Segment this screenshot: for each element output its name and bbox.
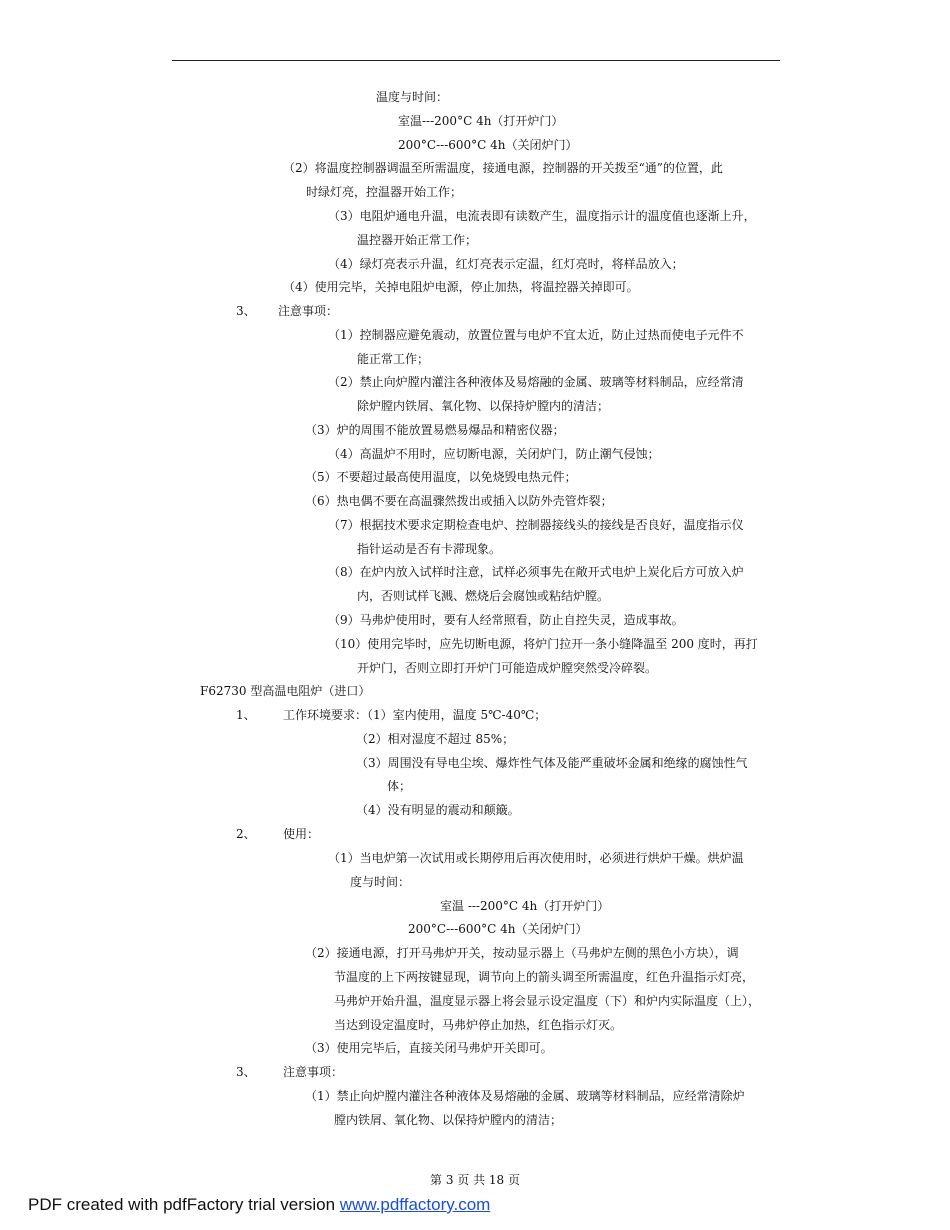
text-line: 200°C---600°C 4h（关闭炉门）: [408, 922, 588, 936]
pdf-banner: [28, 1194, 490, 1216]
text-line: （4）没有明显的震动和颠簸。: [356, 803, 520, 817]
text-line: 注意事项：: [278, 304, 339, 318]
section-number: 1、: [236, 708, 256, 722]
text-line: 工作环境要求：（1）室内使用，温度 5℃-40℃；: [283, 708, 547, 722]
text-line: （7）根据技术要求定期检查电炉、控制器接线头的接线是否良好，温度指示仪: [328, 518, 744, 532]
text-line: 温度与时间：: [376, 90, 449, 104]
text-line: （9）马弗炉使用时，要有人经常照看，防止自控失灵，造成事故。: [328, 613, 684, 627]
text-line: 体；: [387, 779, 412, 793]
text-line: 注意事项：: [283, 1065, 344, 1079]
text-line: 温控器开始正常工作；: [357, 233, 478, 247]
header-rule: [172, 60, 780, 61]
text-line: （10）使用完毕时，应先切断电源，将炉门拉开一条小缝降温至 200 度时，再打: [328, 637, 758, 651]
text-line: （6）热电偶不要在高温骤然拨出或插入以防外壳管炸裂；: [305, 494, 613, 508]
text-line: （2）将温度控制器调温至所需温度，接通电源，控制器的开关拨至“通”的位置，此: [283, 161, 723, 175]
text-line: 指针运动是否有卡滞现象。: [357, 542, 502, 556]
text-line: 马弗炉开始升温，温度显示器上将会显示设定温度（下）和炉内实际温度（上），: [334, 994, 761, 1008]
text-line: （3）炉的周围不能放置易燃易爆品和精密仪器；: [305, 423, 565, 437]
text-line: （1）控制器应避免震动，放置位置与电炉不宜太近，防止过热而使电子元件不: [328, 328, 744, 342]
text-line: （2）禁止向炉膛内灌注各种液体及易熔融的金属、玻璃等材料制品，应经常清: [328, 375, 744, 389]
text-line: （8）在炉内放入试样时注意，试样必须事先在敞开式电炉上炭化后方可放入炉: [328, 565, 744, 579]
page-number: 第 3 页 共 18 页: [430, 1173, 520, 1187]
text-line: （3）使用完毕后，直接关闭马弗炉开关即可。: [305, 1041, 553, 1055]
text-line: （3）周围没有导电尘埃、爆炸性气体及能严重破坏金属和绝缘的腐蚀性气: [356, 756, 748, 770]
text-line: 节温度的上下两按键显现，调节向上的箭头调至所需温度，红色升温指示灯亮，: [334, 970, 755, 984]
section-number: 3、: [236, 1065, 256, 1079]
text-line: （4）绿灯亮表示升温，红灯亮表示定温，红灯亮时，将样品放入；: [328, 257, 684, 271]
text-line: 膛内铁屑、氧化物、以保持炉膛内的清洁；: [334, 1113, 563, 1127]
text-line: 度与时间：: [350, 875, 411, 889]
text-line: 室温---200°C 4h（打开炉门）: [398, 114, 564, 128]
text-line: 除炉膛内铁屑、氧化物、以保持炉膛内的清洁；: [357, 399, 610, 413]
text-line: 当达到设定温度时，马弗炉停止加热，红色指示灯灭。: [334, 1018, 623, 1032]
section-number: 3、: [236, 304, 256, 318]
text-line: （2）相对湿度不超过 85%；: [356, 732, 515, 746]
text-line: 能正常工作；: [357, 352, 430, 366]
text-line: （4）使用完毕，关掉电阻炉电源，停止加热，将温控器关掉即可。: [283, 280, 639, 294]
text-line: 室温 ---200°C 4h（打开炉门）: [440, 899, 610, 913]
banner-text: PDF created with pdfFactory trial version: [28, 1195, 340, 1214]
pdffactory-link[interactable]: www.pdffactory.com: [339, 1195, 491, 1214]
text-line: 时绿灯亮，控温器开始工作；: [306, 185, 463, 199]
text-line: （3）电阻炉通电升温，电流表即有读数产生，温度指示计的温度值也逐渐上升，: [328, 209, 756, 223]
text-line: （1）当电炉第一次试用或长期停用后再次使用时，必须进行烘炉干燥。烘炉温: [328, 851, 744, 865]
text-line: （5）不要超过最高使用温度，以免烧毁电热元件；: [305, 470, 577, 484]
section-number: 2、: [236, 827, 256, 841]
text-line: （2）接通电源，打开马弗炉开关，按动显示器上（马弗炉左侧的黑色小方块），调: [305, 946, 739, 960]
text-line: （1）禁止向炉膛内灌注各种液体及易熔融的金属、玻璃等材料制品，应经常清除炉: [305, 1089, 745, 1103]
text-line: 内，否则试样飞溅、燃烧后会腐蚀或粘结炉膛。: [357, 589, 610, 603]
text-line: 开炉门，否则立即打开炉门可能造成炉膛突然受冷碎裂。: [357, 661, 658, 675]
text-line: 使用：: [283, 827, 320, 841]
text-line: F62730 型高温电阻炉（进口）: [200, 684, 371, 698]
text-line: （4）高温炉不用时，应切断电源，关闭炉门，防止潮气侵蚀；: [328, 447, 660, 461]
text-line: 200°C---600°C 4h（关闭炉门）: [398, 138, 578, 152]
